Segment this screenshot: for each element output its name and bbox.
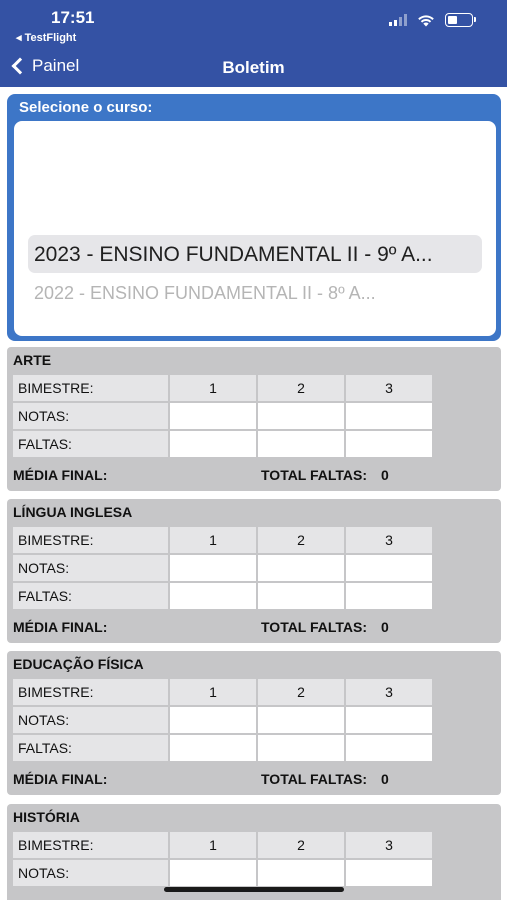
total-faltas-value: 0 bbox=[381, 619, 389, 635]
notas-label: NOTAS: bbox=[13, 860, 168, 886]
nota-cell bbox=[346, 860, 432, 886]
bimester-label: BIMESTRE: bbox=[13, 375, 168, 401]
back-button-label: Painel bbox=[32, 56, 80, 75]
media-final-label: MÉDIA FINAL: bbox=[13, 619, 108, 635]
notas-label: NOTAS: bbox=[13, 403, 168, 429]
bimester-number: 1 bbox=[170, 527, 256, 553]
nota-cell bbox=[170, 707, 256, 733]
media-final-label: MÉDIA FINAL: bbox=[13, 467, 108, 483]
bimester-label: BIMESTRE: bbox=[13, 679, 168, 705]
total-faltas-label: TOTAL FALTAS: bbox=[261, 771, 368, 787]
bimester-number: 2 bbox=[258, 527, 344, 553]
bimester-number: 3 bbox=[346, 679, 432, 705]
bimester-row bbox=[13, 679, 434, 707]
bimester-number: 1 bbox=[170, 679, 256, 705]
bimester-number: 1 bbox=[170, 375, 256, 401]
falta-cell bbox=[346, 583, 432, 609]
grade-table bbox=[13, 527, 434, 611]
nota-cell bbox=[170, 860, 256, 886]
picker-option[interactable]: 2022 - ENSINO FUNDAMENTAL II - 8º A... bbox=[34, 283, 376, 303]
status-icons bbox=[389, 13, 473, 27]
faltas-row bbox=[13, 431, 434, 459]
bimester-number: 1 bbox=[170, 832, 256, 858]
total-faltas-label: TOTAL FALTAS: bbox=[261, 619, 368, 635]
subject-card bbox=[7, 499, 501, 643]
bimester-row bbox=[13, 375, 434, 403]
page-title: Boletim bbox=[222, 58, 285, 77]
nota-cell bbox=[258, 707, 344, 733]
faltas-label: FALTAS: bbox=[13, 583, 168, 609]
cellular-signal-icon bbox=[389, 14, 407, 26]
media-final-label: MÉDIA FINAL: bbox=[13, 771, 108, 787]
notas-row bbox=[13, 403, 434, 431]
bimester-label: BIMESTRE: bbox=[13, 527, 168, 553]
nota-cell bbox=[170, 555, 256, 581]
bimester-number: 3 bbox=[346, 832, 432, 858]
faltas-row bbox=[13, 735, 434, 763]
grade-table bbox=[13, 679, 434, 763]
nota-cell bbox=[346, 707, 432, 733]
wifi-icon bbox=[417, 14, 435, 27]
falta-cell bbox=[346, 431, 432, 457]
faltas-label: FALTAS: bbox=[13, 735, 168, 761]
notas-row bbox=[13, 707, 434, 735]
bimester-number: 3 bbox=[346, 527, 432, 553]
home-indicator[interactable] bbox=[164, 887, 344, 892]
falta-cell bbox=[258, 431, 344, 457]
subject-name: EDUCAÇÃO FÍSICA bbox=[13, 656, 144, 672]
nota-cell bbox=[258, 860, 344, 886]
nota-cell bbox=[258, 555, 344, 581]
falta-cell bbox=[170, 583, 256, 609]
grade-table bbox=[13, 375, 434, 459]
nota-cell bbox=[258, 403, 344, 429]
total-faltas-value: 0 bbox=[381, 467, 389, 483]
bimester-row bbox=[13, 527, 434, 555]
bimester-number: 2 bbox=[258, 375, 344, 401]
course-picker-card bbox=[7, 94, 501, 341]
bimester-number: 2 bbox=[258, 832, 344, 858]
nota-cell bbox=[346, 555, 432, 581]
subject-card bbox=[7, 347, 501, 491]
total-faltas-label: TOTAL FALTAS: bbox=[261, 467, 368, 483]
subject-name: LÍNGUA INGLESA bbox=[13, 504, 133, 520]
bimester-row bbox=[13, 832, 434, 860]
subject-card bbox=[7, 804, 501, 900]
falta-cell bbox=[258, 583, 344, 609]
subject-card bbox=[7, 651, 501, 795]
faltas-label: FALTAS: bbox=[13, 431, 168, 457]
notas-row bbox=[13, 860, 434, 888]
status-time: 17:51 bbox=[51, 8, 95, 27]
falta-cell bbox=[346, 735, 432, 761]
picker-option-selected[interactable]: 2023 - ENSINO FUNDAMENTAL II - 9º A... bbox=[34, 243, 433, 266]
course-picker-label: Selecione o curso: bbox=[19, 99, 153, 116]
total-faltas-value: 0 bbox=[381, 771, 389, 787]
subject-name: HISTÓRIA bbox=[13, 809, 80, 825]
nota-cell bbox=[346, 403, 432, 429]
subject-name: ARTE bbox=[13, 352, 52, 368]
nota-cell bbox=[170, 403, 256, 429]
bimester-number: 3 bbox=[346, 375, 432, 401]
grade-table bbox=[13, 832, 434, 888]
app-header bbox=[0, 0, 507, 87]
notas-label: NOTAS: bbox=[13, 555, 168, 581]
course-picker[interactable] bbox=[14, 121, 496, 336]
falta-cell bbox=[258, 735, 344, 761]
faltas-row bbox=[13, 583, 434, 611]
testflight-back-link[interactable]: ◂ TestFlight bbox=[16, 32, 77, 44]
notas-row bbox=[13, 555, 434, 583]
battery-icon bbox=[445, 13, 473, 27]
bimester-label: BIMESTRE: bbox=[13, 832, 168, 858]
bimester-number: 2 bbox=[258, 679, 344, 705]
notas-label: NOTAS: bbox=[13, 707, 168, 733]
falta-cell bbox=[170, 735, 256, 761]
falta-cell bbox=[170, 431, 256, 457]
